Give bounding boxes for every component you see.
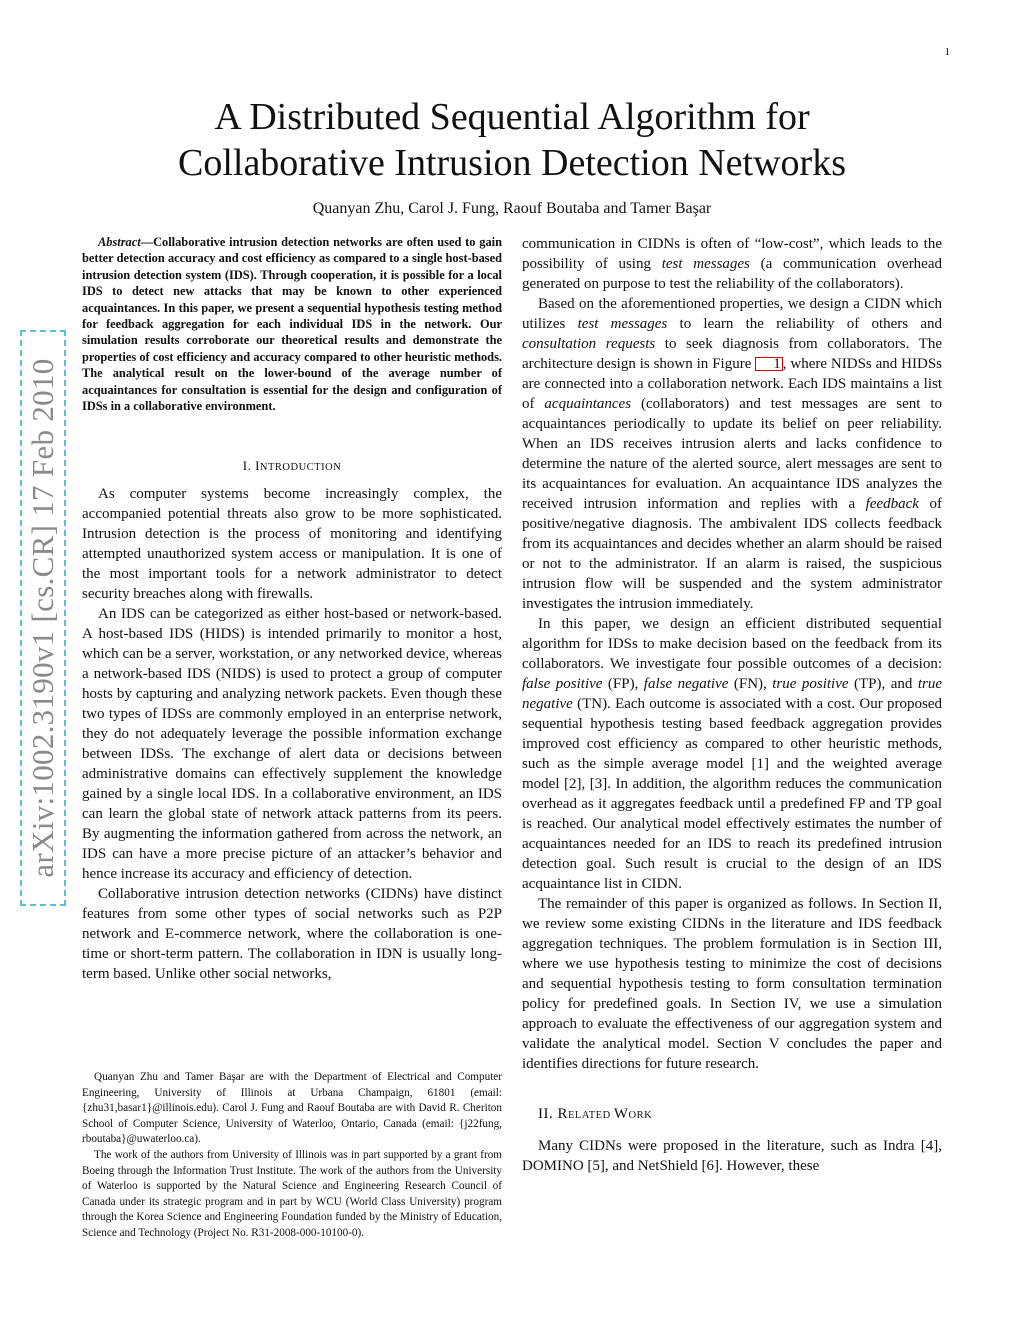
paragraph: As computer systems become increasingly complex, the accompanied potential threats also grow to be more sophisticated. Intrusion detection is the process of monitoring and identifying attempted unauthorized system access or manipulation. It is one of the most important tools for a network administrator to detect security breaches along with firewalls. (82, 486, 502, 603)
right-column (522, 234, 942, 1176)
footnote (82, 1070, 502, 1242)
author-list: Quanyan Zhu, Carol J. Fung, Raouf Boutaba and Tamer Başar (312, 200, 712, 217)
introduction-body (82, 484, 502, 984)
title-line-1: A Distributed Sequential Algorithm for (214, 96, 810, 138)
arxiv-stamp-text: arXiv:1002.3190v1 [cs.CR] 17 Feb 2010 (25, 358, 60, 878)
left-column (82, 234, 502, 984)
footnote-funding: The work of the authors from University of Illinois was in part supported by a grant from Boeing through the Information Trust Institute. The work of the authors from the University of Waterloo is supported by the Natural Science and Engineering Research Council of Canada under its strategic program and in part by WCU (World Class University) program through the Korea Science and Engineering Foundation funded by the Ministry of Education, Science and Technology (Project No. R31-2008-000-10100-0). (82, 1148, 502, 1239)
abstract-label: Abstract (98, 235, 141, 249)
section-heading-related-work: II. RELATED WORK (538, 1106, 653, 1122)
paragraph: An IDS can be categorized as either host-based or network-based. A host-based IDS (HIDS) is intended primarily to monitor a host, which can be a server, workstation, or any networked device, whereas a network-based IDS (NIDS) is used to protect a group of computer hosts by capturing and analyzing network packets. Even though these two types of IDSs are commonly employed in an enterprise network, they do not adequately leverage the possible information exchange between IDSs. The exchange of alert data or decisions between administrative domains can effectively supplement the knowledge gained by a single local IDS. In a collaborative environment, an IDS can learn the global state of network attack patterns from its peers. By augmenting the information gathered from across the network, an IDS can have a more precise picture of an attacker’s behavior and hence increase its accuracy and efficiency of detection. (82, 606, 502, 883)
paragraph: Many CIDNs were proposed in the literature, such as Indra [4], DOMINO [5], and NetShield [6]. However, these (522, 1138, 942, 1174)
abstract (82, 234, 502, 414)
figure-1-link[interactable]: 1 (755, 357, 783, 371)
paragraph: communication in CIDNs is often of “low-cost”, which leads to the possibility of using test messages (a communication overhead generated on purpose to test the reliability of the collaborators). (522, 236, 943, 292)
section-heading-introduction: I. INTRODUCTION (242, 458, 342, 474)
footnote-affiliations: Quanyan Zhu and Tamer Başar are with the Department of Electrical and Computer Engineering, University of Illinois at Urbana Champaign, 61801 (email:{zhu31,basar1}@illinois.edu). Carol J. Fung and Raouf Boutaba are with David R. Cheriton School of Computer Science, University of Waterloo, Ontario, Canada (email: {j22fung, rboutaba}@uwaterloo.ca). (82, 1071, 502, 1146)
paragraph: In this paper, we design an efficient distributed sequential algorithm for IDSs to make decision based on the feedback from its collaborators. We investigate four possible outcomes of a decision: false positive (FP), false negative (FN), true positive (TP), and true negative (TN). Each outcome is associated with a cost. Our proposed sequential hypothesis testing based feedback aggregation provides improved cost efficiency as compared to other heuristic methods, such as the simple average model [1] and the weighted average model [2], [3]. In addition, the algorithm reduces the communication overhead as it aggregates feedback until a predefined FP and TP goal is reached. Our analytical model effectively estimates the number of acquaintances needed for an IDS to reach its predefined intrusion detection goal. Such result is crucial to the design of an IDS acquaintance list in CIDN. (522, 616, 942, 892)
paragraph: Collaborative intrusion detection networks (CIDNs) have distinct features from some other types of social networks such as P2P network and E-commerce network, where the collaboration is one-time or short-term pattern. The collaboration in IDN is usually long-term based. Unlike other social networks, (82, 886, 502, 983)
abstract-text: —Collaborative intrusion detection networks are often used to gain better detection accuracy and cost efficiency as compared to a single host-based intrusion detection system (IDS). Through cooperation, it is possible for a local IDS to detect new attacks that may be known to other experienced acquaintances. In this paper, we present a sequential hypothesis testing method for feedback aggregation for each individual IDS in the network. Our simulation results corroborate our theoretical results and demonstrate the properties of cost efficiency and accuracy compared to other heuristic methods. The analytical result on the lower-bound of the average number of acquaintances for consultation is essential for the design and configuration of IDSs in a collaborative environment. (82, 235, 502, 414)
page-number: 1 (944, 46, 950, 58)
paper-title (80, 94, 944, 186)
paragraph: Based on the aforementioned properties, we design a CIDN which utilizes test messages to learn the reliability of others and consultation requests to seek diagnosis from collaborators. The architecture design is shown in Figure 1 , where NIDSs and HIDSs are connected into a collaboration network. Each IDS maintains a list of acquaintances (collaborators) and test messages are sent to acquaintances periodically to update its belief on peer reliability. When an IDS receives intrusion alerts and lacks confidence to determine the nature of the alerted source, alert messages are sent to its acquaintances for evaluation. An acquaintance IDS analyzes the received intrusion information and replies with a feedback of positive/negative diagnosis. The ambivalent IDS collects feedback from its acquaintances and decides whether an alarm should be raised or not to the administrator. If an alarm is raised, the suspicious intrusion flow will be suspended and the system administrator investigates the intrusion immediately. (522, 296, 943, 612)
arxiv-stamp[interactable] (20, 330, 66, 906)
title-line-2: Collaborative Intrusion Detection Networks (177, 142, 846, 184)
paragraph: The remainder of this paper is organized as follows. In Section II, we review some existing CIDNs in the literature and IDS feedback aggregation techniques. The problem formulation is in Section III, where we use hypothesis testing to minimize the cost of decisions and sequential hypothesis testing to form consultation termination policy for predefined goals. In Section IV, we use a simulation approach to evaluate the effectiveness of our aggregation system and validate the analytical model. Section V concludes the paper and identifies directions for future research. (522, 896, 942, 1072)
